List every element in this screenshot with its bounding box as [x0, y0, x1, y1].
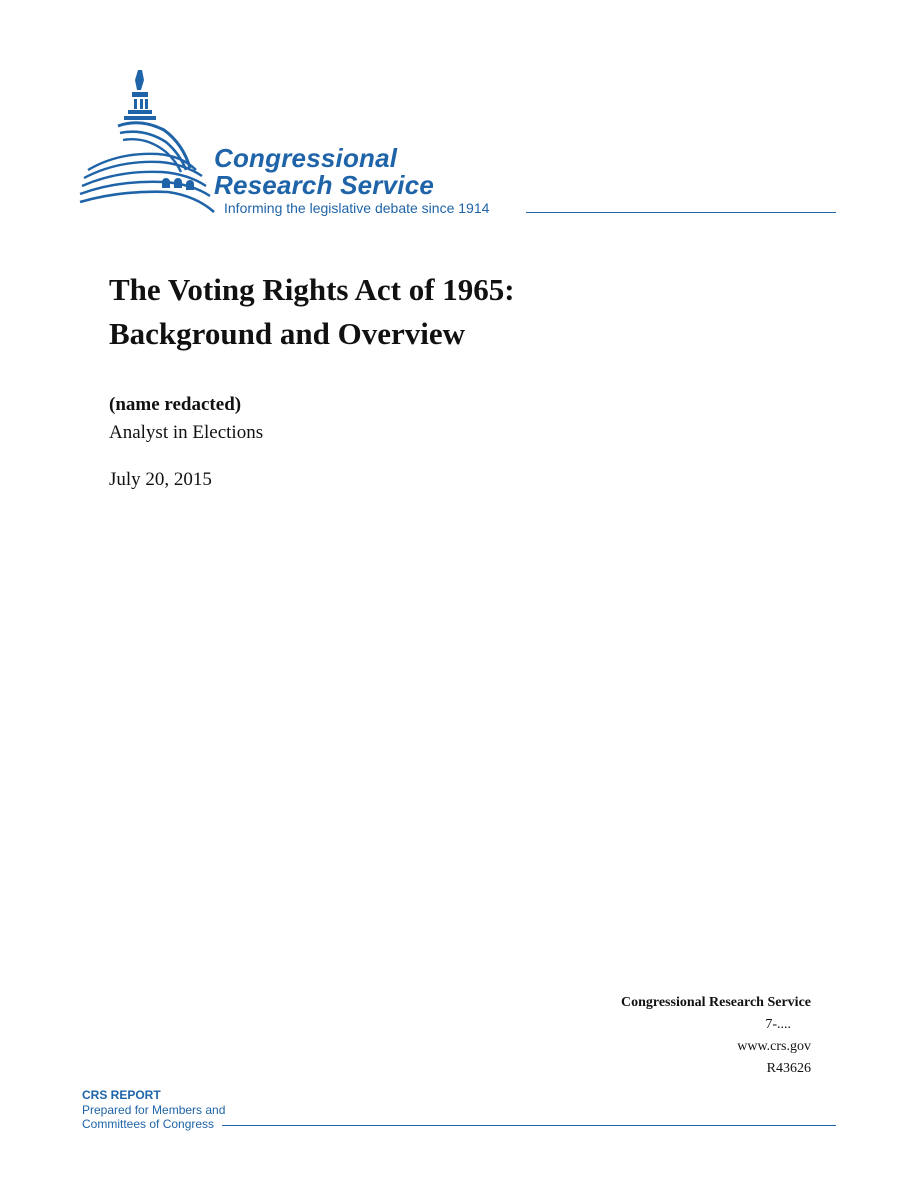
header-divider [526, 212, 836, 213]
report-date: July 20, 2015 [109, 469, 212, 490]
footer-prepared-line2: Committees of Congress [82, 1117, 215, 1131]
info-org-name: Congressional Research Service [620, 995, 811, 1010]
footer-report-type: CRS REPORT [82, 1088, 161, 1102]
report-title [109, 268, 749, 356]
author-title: Analyst in Elections [109, 422, 264, 443]
org-name-line2: Research Service [214, 170, 435, 200]
contact-info-block [621, 992, 811, 1080]
capitol-dome-icon [78, 66, 218, 216]
info-report-number: R43626 [766, 1061, 811, 1076]
org-name-line1: Congressional [214, 143, 398, 173]
author-name: (name redacted) [109, 394, 242, 415]
tagline: Informing the legislative debate since 1914 [224, 200, 490, 216]
footer-prepared-line1: Prepared for Members and [82, 1103, 226, 1117]
footer-divider [222, 1125, 836, 1126]
report-title-line1: The Voting Rights Act of 1965: [109, 272, 515, 307]
report-title-line2: Background and Overview [109, 316, 465, 351]
info-website[interactable]: www.crs.gov [737, 1039, 811, 1054]
info-phone: 7-.... [765, 1017, 791, 1032]
